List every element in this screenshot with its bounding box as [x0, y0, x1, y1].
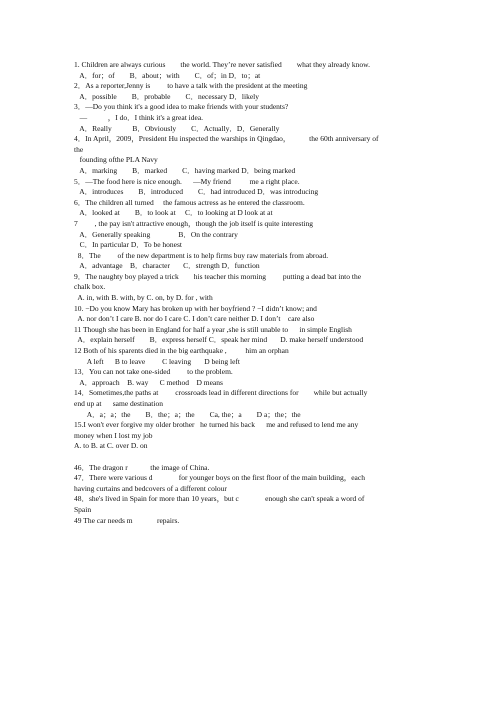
text-line: 15.I won't ever forgive my older brother he turned his back me and refused to lend me any — [74, 420, 359, 430]
text-line: 4．In April，2009，President Hu inspected the warships in Qingdao， the 60th anniversary of — [74, 134, 379, 144]
text-line: C．In particular D．To be honest — [74, 240, 182, 250]
text-line: the — [74, 144, 84, 154]
text-line: chalk box. — [74, 282, 106, 292]
text-line: A．explain herself B．express herself C．speak her mind D. make herself understood — [74, 335, 364, 345]
blank-line — [74, 452, 430, 463]
text-line: 12 Both of his sparents died in the big earthquake , him an orphan — [74, 346, 289, 356]
text-line: — ，I do．I think it's a great idea. — [74, 112, 204, 122]
text-line: A．approach B. way C method D means — [74, 377, 223, 387]
text-line: 14．Sometimes,the paths at crossroads lead in different directions for while but actually — [74, 388, 368, 398]
text-line: 11 Though she has been in England for half a year ,she is still unable to in simple English — [74, 324, 352, 334]
text-line: having curtains and bedcovers of a different colour — [74, 483, 227, 493]
text-line: 2．As a reporter,Jenny is to have a talk with the president at the meeting — [74, 81, 308, 91]
text-line: A．introduces B．introduced C．had introduced D．was introducing — [74, 187, 319, 197]
text-line: 1. Children are always curious the world. They’re never satisfied what they already know. — [74, 60, 370, 69]
text-line: 3．—Do you think it's a good idea to make friends with your students? — [74, 102, 289, 112]
text-line: A left B to leave C leaving D being left — [74, 356, 241, 366]
text-line: 8．The of the new department is to help firms buy raw materials from abroad. — [74, 250, 329, 260]
text-line: A．marking B．marked C．having marked D．being marked — [74, 165, 296, 175]
text-line: founding ofthe PLA Navy — [74, 155, 158, 165]
text-line: money when I lost my job — [74, 430, 153, 440]
text-line: 7 , the pay isn't attractive enough，though the job itself is quite interesting — [74, 218, 314, 228]
text-line: A. in, with B. with, by C. on, by D. for , with — [74, 293, 213, 303]
text-line: A．Generally speaking B．On the contrary — [74, 229, 238, 239]
text-line: A. to B. at C. over D. on — [74, 441, 148, 451]
text-line: end up at same destination — [74, 399, 163, 408]
text-line: A．Really B．Obviously C．Actually．D．Generally — [74, 123, 280, 133]
text-line: 48．she's lived in Spain for more than 10 years，but c enough she can't speak a word of — [74, 494, 365, 504]
text-line: 5．—The food here is nice enough. —My friend me a right place. — [74, 176, 300, 186]
text-line: 47．There were various d for younger boys on the first floor of the main building，each — [74, 473, 365, 483]
text-line: A．looked at B．to look at C．to looking at D look at at — [74, 208, 273, 218]
text-line: A. nor don’t I care B. nor do I care C. I don’t care neither D. I don’t care also — [74, 314, 315, 324]
text-line: A．for；of B．about；with C．of；in D．to；at — [74, 70, 261, 80]
text-line: 49 The car needs m repairs. — [74, 515, 180, 525]
text-line: 13．You can not take one-sided to the problem. — [74, 367, 233, 377]
text-line: 10. −Do you know Mary has broken up with her boyfriend ? −I didn’t know; and — [74, 303, 317, 313]
text-line: 6．The children all turned the famous actress as he entered the classroom. — [74, 197, 305, 207]
text-line: A．a；a；the B．the；a；the Ca, the；a D a；the；the — [74, 409, 301, 419]
text-line: Spain — [74, 504, 92, 514]
text-line: 9．The naughty boy played a trick his teacher this morning putting a dead bat into the — [74, 271, 362, 281]
text-line: A．possible B．probable C．necessary D．likely — [74, 91, 259, 101]
text-line: 46．The dragon r the image of China. — [74, 462, 210, 472]
exercise-text — [74, 60, 430, 526]
text-line: A．advantage B．character C．strength D．function — [74, 261, 260, 271]
